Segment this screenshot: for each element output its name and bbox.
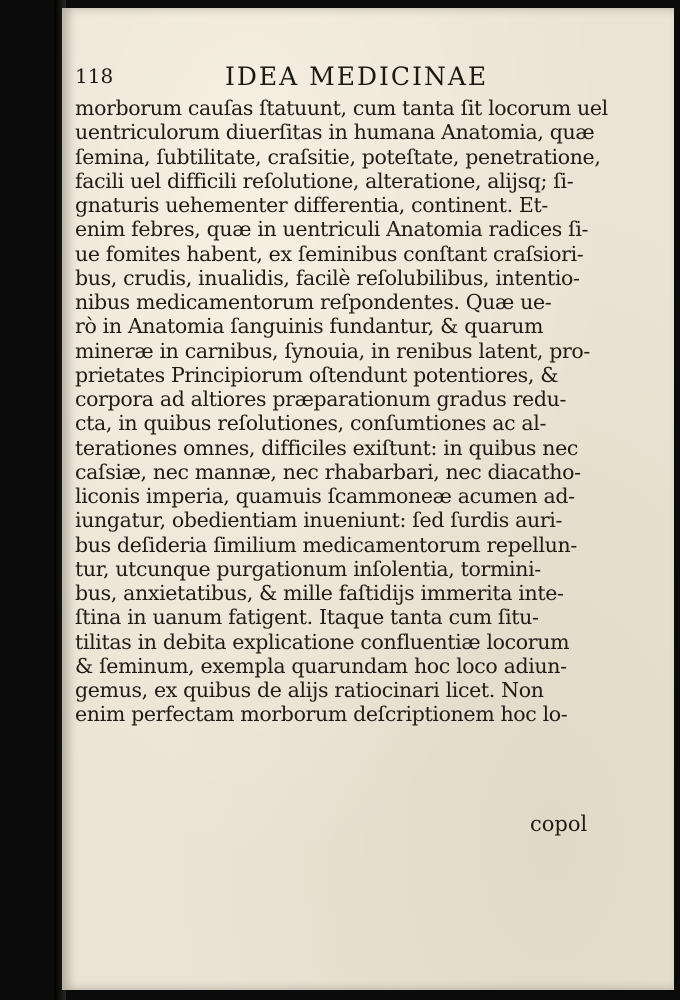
text-line: ue fomites habent, ex ſeminibus conſtant craſsiori- — [75, 241, 584, 266]
text-line: caſsiæ, nec mannæ, nec rhabarbari, nec diacatho- — [75, 459, 581, 484]
text-line: uentriculorum diuerſitas in humana Anatomia, quæ — [75, 120, 595, 145]
text-line: gnaturis uehementer differentia, continent. Et- — [75, 193, 548, 217]
text-line: facili uel difficili reſolutione, alteratione, alijsq; ſi- — [75, 168, 574, 193]
text-line: ſemina, ſubtilitate, craſsitie, poteſtate, penetratione, — [75, 144, 601, 169]
text-line: bus deſideria ſimilium medicamentorum repellun- — [75, 532, 577, 557]
text-line: morborum cauſas ſtatuunt, cum tanta ſit locorum uel — [75, 96, 608, 120]
running-head — [75, 62, 545, 92]
page-number: 118 — [75, 64, 114, 88]
text-line: liconis imperia, quamuis ſcammoneæ acumen ad- — [75, 484, 575, 508]
text-line: ſtina in uanum fatigent. Itaque tanta cum ſitu- — [75, 605, 539, 630]
text-line: tur, utcunque purgationum inſolentia, tormini- — [75, 556, 541, 581]
text-line: bus, anxietatibus, & mille faſtidijs immerita inte- — [75, 581, 564, 605]
text-line: cta, in quibus reſolutiones, conſumtiones ac al- — [75, 411, 547, 436]
text-line: enim perfectam morborum deſcriptionem hoc lo- — [75, 702, 568, 727]
text-line: gemus, ex quibus de alijs ratiocinari licet. Non — [75, 678, 544, 702]
text-line: mineræ in carnibus, ſynouia, in renibus latent, pro- — [75, 338, 591, 363]
text-line: & ſeminum, exempla quarundam hoc loco adiun- — [75, 653, 567, 678]
body-text — [75, 96, 607, 727]
catchword: copol — [530, 812, 588, 836]
text-line: nibus medicamentorum reſpondentes. Quæ ue- — [75, 290, 552, 314]
text-line: iungatur, obedientiam inueniunt: ſed ſurdis auri- — [75, 508, 563, 533]
text-line: bus, crudis, inualidis, facilè reſolubilibus, intentio- — [75, 265, 580, 290]
header-title: IDEA MEDICINAE — [225, 62, 489, 91]
text-line: rò in Anatomia ſanguinis fundantur, & quarum — [75, 314, 544, 339]
text-line: prietates Principiorum oſtendunt potentiores, & — [75, 362, 559, 387]
text-line: terationes omnes, difficiles exiſtunt: in quibus nec — [75, 435, 579, 460]
text-line: tilitas in debita explicatione confluentiæ locorum — [75, 629, 570, 654]
text-line: enim febres, quæ in uentriculi Anatomia radices ſi- — [75, 217, 589, 242]
text-line: corpora ad altiores præparationum gradus redu- — [75, 387, 567, 411]
